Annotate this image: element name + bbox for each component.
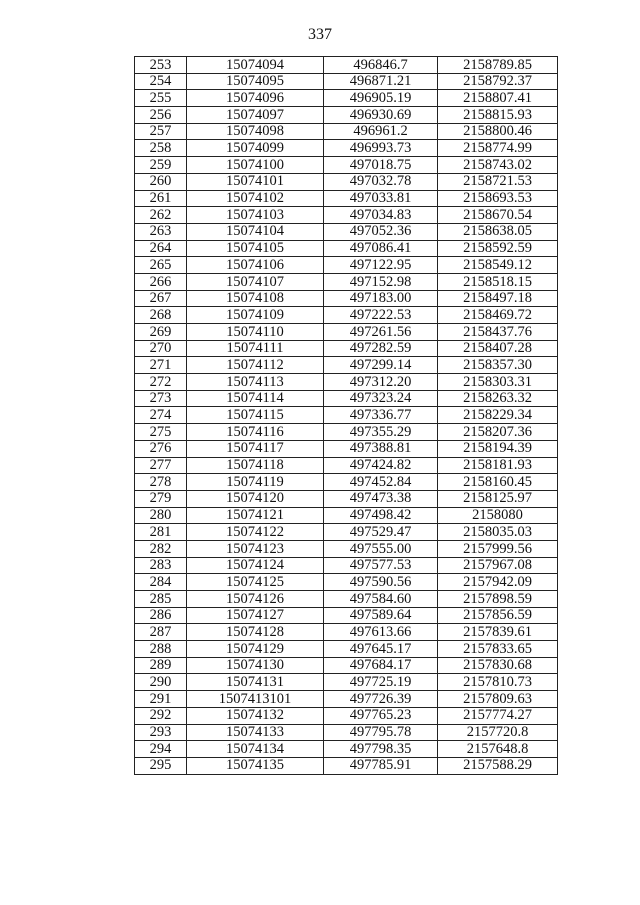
point-id-cell: 15074131 bbox=[187, 674, 324, 691]
row-index-cell: 269 bbox=[135, 324, 187, 341]
table-row bbox=[135, 641, 558, 658]
table-row bbox=[135, 507, 558, 524]
point-id-cell: 15074133 bbox=[187, 724, 324, 741]
table-row bbox=[135, 257, 558, 274]
table-row bbox=[135, 307, 558, 324]
row-index-cell: 292 bbox=[135, 707, 187, 724]
point-id-cell: 15074120 bbox=[187, 490, 324, 507]
point-id-cell: 15074098 bbox=[187, 123, 324, 140]
y-coordinate-cell: 2158721.53 bbox=[438, 173, 558, 190]
point-id-cell: 15074125 bbox=[187, 574, 324, 591]
y-coordinate-cell: 2157810.73 bbox=[438, 674, 558, 691]
point-id-cell: 15074130 bbox=[187, 657, 324, 674]
x-coordinate-cell: 497424.82 bbox=[324, 457, 438, 474]
point-id-cell: 15074121 bbox=[187, 507, 324, 524]
row-index-cell: 293 bbox=[135, 724, 187, 741]
y-coordinate-cell: 2158080 bbox=[438, 507, 558, 524]
point-id-cell: 15074135 bbox=[187, 757, 324, 774]
table-row bbox=[135, 490, 558, 507]
page-number: 337 bbox=[308, 26, 332, 43]
x-coordinate-cell: 497584.60 bbox=[324, 591, 438, 608]
point-id-cell: 15074101 bbox=[187, 173, 324, 190]
x-coordinate-cell: 497590.56 bbox=[324, 574, 438, 591]
row-index-cell: 283 bbox=[135, 557, 187, 574]
point-id-cell: 15074104 bbox=[187, 223, 324, 240]
row-index-cell: 265 bbox=[135, 257, 187, 274]
y-coordinate-cell: 2157648.8 bbox=[438, 741, 558, 758]
point-id-cell: 15074105 bbox=[187, 240, 324, 257]
row-index-cell: 274 bbox=[135, 407, 187, 424]
table-row bbox=[135, 557, 558, 574]
row-index-cell: 276 bbox=[135, 440, 187, 457]
x-coordinate-cell: 497577.53 bbox=[324, 557, 438, 574]
row-index-cell: 262 bbox=[135, 207, 187, 224]
y-coordinate-cell: 2158670.54 bbox=[438, 207, 558, 224]
y-coordinate-cell: 2158638.05 bbox=[438, 223, 558, 240]
y-coordinate-cell: 2157856.59 bbox=[438, 607, 558, 624]
y-coordinate-cell: 2158800.46 bbox=[438, 123, 558, 140]
table-row bbox=[135, 340, 558, 357]
row-index-cell: 270 bbox=[135, 340, 187, 357]
x-coordinate-cell: 497529.47 bbox=[324, 524, 438, 541]
y-coordinate-cell: 2157809.63 bbox=[438, 691, 558, 708]
y-coordinate-cell: 2158407.28 bbox=[438, 340, 558, 357]
x-coordinate-cell: 497086.41 bbox=[324, 240, 438, 257]
row-index-cell: 267 bbox=[135, 290, 187, 307]
point-id-cell: 15074110 bbox=[187, 324, 324, 341]
table-row bbox=[135, 574, 558, 591]
point-id-cell: 15074118 bbox=[187, 457, 324, 474]
row-index-cell: 280 bbox=[135, 507, 187, 524]
x-coordinate-cell: 497473.38 bbox=[324, 490, 438, 507]
table-row bbox=[135, 357, 558, 374]
table-row bbox=[135, 724, 558, 741]
y-coordinate-cell: 2158549.12 bbox=[438, 257, 558, 274]
x-coordinate-cell: 497122.95 bbox=[324, 257, 438, 274]
point-id-cell: 15074097 bbox=[187, 107, 324, 124]
x-coordinate-cell: 497684.17 bbox=[324, 657, 438, 674]
table-row bbox=[135, 691, 558, 708]
point-id-cell: 15074127 bbox=[187, 607, 324, 624]
x-coordinate-cell: 496961.2 bbox=[324, 123, 438, 140]
x-coordinate-cell: 497798.35 bbox=[324, 741, 438, 758]
point-id-cell: 15074095 bbox=[187, 73, 324, 90]
x-coordinate-cell: 497336.77 bbox=[324, 407, 438, 424]
row-index-cell: 282 bbox=[135, 540, 187, 557]
row-index-cell: 255 bbox=[135, 90, 187, 107]
x-coordinate-cell: 497388.81 bbox=[324, 440, 438, 457]
point-id-cell: 15074100 bbox=[187, 157, 324, 174]
row-index-cell: 281 bbox=[135, 524, 187, 541]
y-coordinate-cell: 2158181.93 bbox=[438, 457, 558, 474]
x-coordinate-cell: 497725.19 bbox=[324, 674, 438, 691]
y-coordinate-cell: 2158035.03 bbox=[438, 524, 558, 541]
y-coordinate-cell: 2157999.56 bbox=[438, 540, 558, 557]
table-row bbox=[135, 407, 558, 424]
row-index-cell: 285 bbox=[135, 591, 187, 608]
y-coordinate-cell: 2157830.68 bbox=[438, 657, 558, 674]
table-row bbox=[135, 757, 558, 774]
table-row bbox=[135, 607, 558, 624]
row-index-cell: 268 bbox=[135, 307, 187, 324]
point-id-cell: 15074132 bbox=[187, 707, 324, 724]
table-row bbox=[135, 90, 558, 107]
table-row bbox=[135, 273, 558, 290]
point-id-cell: 15074102 bbox=[187, 190, 324, 207]
x-coordinate-cell: 496846.7 bbox=[324, 57, 438, 74]
point-id-cell: 15074119 bbox=[187, 474, 324, 491]
row-index-cell: 264 bbox=[135, 240, 187, 257]
point-id-cell: 15074103 bbox=[187, 207, 324, 224]
x-coordinate-cell: 497355.29 bbox=[324, 424, 438, 441]
y-coordinate-cell: 2158303.31 bbox=[438, 374, 558, 391]
table-row bbox=[135, 390, 558, 407]
row-index-cell: 254 bbox=[135, 73, 187, 90]
y-coordinate-cell: 2158774.99 bbox=[438, 140, 558, 157]
table-row bbox=[135, 591, 558, 608]
y-coordinate-cell: 2158357.30 bbox=[438, 357, 558, 374]
x-coordinate-cell: 497152.98 bbox=[324, 273, 438, 290]
y-coordinate-cell: 2157967.08 bbox=[438, 557, 558, 574]
table-row bbox=[135, 374, 558, 391]
y-coordinate-cell: 2158194.39 bbox=[438, 440, 558, 457]
table-row bbox=[135, 207, 558, 224]
y-coordinate-cell: 2158160.45 bbox=[438, 474, 558, 491]
table-row bbox=[135, 457, 558, 474]
row-index-cell: 258 bbox=[135, 140, 187, 157]
table-row bbox=[135, 424, 558, 441]
y-coordinate-cell: 2158229.34 bbox=[438, 407, 558, 424]
table-row bbox=[135, 624, 558, 641]
row-index-cell: 279 bbox=[135, 490, 187, 507]
row-index-cell: 295 bbox=[135, 757, 187, 774]
x-coordinate-cell: 497222.53 bbox=[324, 307, 438, 324]
table-row bbox=[135, 57, 558, 74]
table-row bbox=[135, 540, 558, 557]
point-id-cell: 15074129 bbox=[187, 641, 324, 658]
x-coordinate-cell: 497765.23 bbox=[324, 707, 438, 724]
x-coordinate-cell: 497555.00 bbox=[324, 540, 438, 557]
row-index-cell: 271 bbox=[135, 357, 187, 374]
point-id-cell: 15074107 bbox=[187, 273, 324, 290]
x-coordinate-cell: 497034.83 bbox=[324, 207, 438, 224]
y-coordinate-cell: 2158263.32 bbox=[438, 390, 558, 407]
point-id-cell: 15074096 bbox=[187, 90, 324, 107]
table-row bbox=[135, 474, 558, 491]
table-row bbox=[135, 440, 558, 457]
row-index-cell: 273 bbox=[135, 390, 187, 407]
point-id-cell: 15074108 bbox=[187, 290, 324, 307]
y-coordinate-cell: 2157898.59 bbox=[438, 591, 558, 608]
x-coordinate-cell: 497589.64 bbox=[324, 607, 438, 624]
table-row bbox=[135, 240, 558, 257]
table-row bbox=[135, 657, 558, 674]
row-index-cell: 275 bbox=[135, 424, 187, 441]
table-row bbox=[135, 707, 558, 724]
point-id-cell: 15074106 bbox=[187, 257, 324, 274]
y-coordinate-cell: 2158815.93 bbox=[438, 107, 558, 124]
x-coordinate-cell: 497299.14 bbox=[324, 357, 438, 374]
y-coordinate-cell: 2158592.59 bbox=[438, 240, 558, 257]
x-coordinate-cell: 497032.78 bbox=[324, 173, 438, 190]
row-index-cell: 253 bbox=[135, 57, 187, 74]
point-id-cell: 15074114 bbox=[187, 390, 324, 407]
table-row bbox=[135, 190, 558, 207]
x-coordinate-cell: 497726.39 bbox=[324, 691, 438, 708]
table-row bbox=[135, 107, 558, 124]
y-coordinate-cell: 2158497.18 bbox=[438, 290, 558, 307]
y-coordinate-cell: 2158437.76 bbox=[438, 324, 558, 341]
y-coordinate-cell: 2158518.15 bbox=[438, 273, 558, 290]
x-coordinate-cell: 497018.75 bbox=[324, 157, 438, 174]
x-coordinate-cell: 497613.66 bbox=[324, 624, 438, 641]
row-index-cell: 261 bbox=[135, 190, 187, 207]
row-index-cell: 294 bbox=[135, 741, 187, 758]
table-row bbox=[135, 157, 558, 174]
point-id-cell: 15074112 bbox=[187, 357, 324, 374]
row-index-cell: 257 bbox=[135, 123, 187, 140]
row-index-cell: 272 bbox=[135, 374, 187, 391]
table-row bbox=[135, 674, 558, 691]
row-index-cell: 287 bbox=[135, 624, 187, 641]
row-index-cell: 260 bbox=[135, 173, 187, 190]
y-coordinate-cell: 2157833.65 bbox=[438, 641, 558, 658]
x-coordinate-cell: 496993.73 bbox=[324, 140, 438, 157]
y-coordinate-cell: 2158789.85 bbox=[438, 57, 558, 74]
x-coordinate-cell: 497498.42 bbox=[324, 507, 438, 524]
table-row bbox=[135, 524, 558, 541]
y-coordinate-cell: 2157942.09 bbox=[438, 574, 558, 591]
point-id-cell: 15074115 bbox=[187, 407, 324, 424]
table-row bbox=[135, 140, 558, 157]
table-row bbox=[135, 290, 558, 307]
row-index-cell: 289 bbox=[135, 657, 187, 674]
point-id-cell: 15074099 bbox=[187, 140, 324, 157]
row-index-cell: 259 bbox=[135, 157, 187, 174]
table-row bbox=[135, 741, 558, 758]
y-coordinate-cell: 2158125.97 bbox=[438, 490, 558, 507]
row-index-cell: 263 bbox=[135, 223, 187, 240]
table-body bbox=[135, 57, 558, 775]
table-row bbox=[135, 123, 558, 140]
row-index-cell: 286 bbox=[135, 607, 187, 624]
point-id-cell: 15074128 bbox=[187, 624, 324, 641]
x-coordinate-cell: 497312.20 bbox=[324, 374, 438, 391]
x-coordinate-cell: 497052.36 bbox=[324, 223, 438, 240]
point-id-cell: 15074123 bbox=[187, 540, 324, 557]
y-coordinate-cell: 2158743.02 bbox=[438, 157, 558, 174]
row-index-cell: 288 bbox=[135, 641, 187, 658]
x-coordinate-cell: 497795.78 bbox=[324, 724, 438, 741]
row-index-cell: 277 bbox=[135, 457, 187, 474]
x-coordinate-cell: 497452.84 bbox=[324, 474, 438, 491]
x-coordinate-cell: 496871.21 bbox=[324, 73, 438, 90]
point-id-cell: 1507413101 bbox=[187, 691, 324, 708]
x-coordinate-cell: 497323.24 bbox=[324, 390, 438, 407]
y-coordinate-cell: 2157720.8 bbox=[438, 724, 558, 741]
point-id-cell: 15074094 bbox=[187, 57, 324, 74]
point-id-cell: 15074134 bbox=[187, 741, 324, 758]
row-index-cell: 266 bbox=[135, 273, 187, 290]
x-coordinate-cell: 497183.00 bbox=[324, 290, 438, 307]
row-index-cell: 278 bbox=[135, 474, 187, 491]
y-coordinate-cell: 2158792.37 bbox=[438, 73, 558, 90]
point-id-cell: 15074116 bbox=[187, 424, 324, 441]
point-id-cell: 15074113 bbox=[187, 374, 324, 391]
point-id-cell: 15074126 bbox=[187, 591, 324, 608]
y-coordinate-cell: 2158469.72 bbox=[438, 307, 558, 324]
table-row bbox=[135, 223, 558, 240]
coordinates-table bbox=[134, 56, 558, 775]
row-index-cell: 256 bbox=[135, 107, 187, 124]
table-row bbox=[135, 173, 558, 190]
x-coordinate-cell: 497645.17 bbox=[324, 641, 438, 658]
row-index-cell: 290 bbox=[135, 674, 187, 691]
point-id-cell: 15074109 bbox=[187, 307, 324, 324]
x-coordinate-cell: 496930.69 bbox=[324, 107, 438, 124]
point-id-cell: 15074111 bbox=[187, 340, 324, 357]
point-id-cell: 15074124 bbox=[187, 557, 324, 574]
point-id-cell: 15074117 bbox=[187, 440, 324, 457]
x-coordinate-cell: 496905.19 bbox=[324, 90, 438, 107]
y-coordinate-cell: 2157774.27 bbox=[438, 707, 558, 724]
table-row bbox=[135, 73, 558, 90]
x-coordinate-cell: 497033.81 bbox=[324, 190, 438, 207]
point-id-cell: 15074122 bbox=[187, 524, 324, 541]
x-coordinate-cell: 497261.56 bbox=[324, 324, 438, 341]
y-coordinate-cell: 2158807.41 bbox=[438, 90, 558, 107]
y-coordinate-cell: 2158693.53 bbox=[438, 190, 558, 207]
y-coordinate-cell: 2157839.61 bbox=[438, 624, 558, 641]
y-coordinate-cell: 2157588.29 bbox=[438, 757, 558, 774]
x-coordinate-cell: 497282.59 bbox=[324, 340, 438, 357]
x-coordinate-cell: 497785.91 bbox=[324, 757, 438, 774]
table-row bbox=[135, 324, 558, 341]
row-index-cell: 291 bbox=[135, 691, 187, 708]
y-coordinate-cell: 2158207.36 bbox=[438, 424, 558, 441]
row-index-cell: 284 bbox=[135, 574, 187, 591]
